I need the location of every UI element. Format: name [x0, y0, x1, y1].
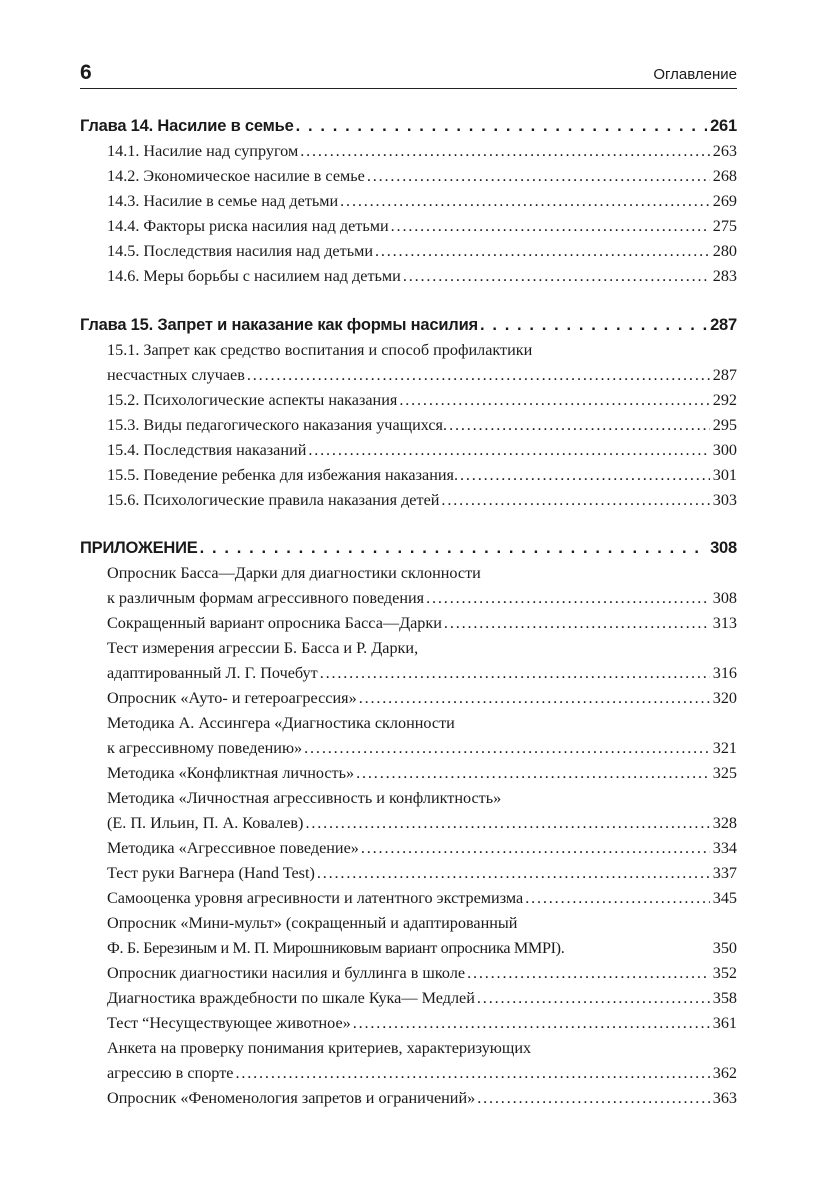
entry-title-line[interactable]: Тест измерения агрессии Б. Басса и Р. Дарки,	[107, 639, 419, 657]
entry-page: 301	[712, 466, 737, 484]
toc-entry[interactable]	[107, 1061, 737, 1086]
toc-entry[interactable]	[107, 388, 737, 413]
chapter-page: 261	[710, 117, 737, 135]
dot-leader	[444, 611, 710, 636]
entry-page: 313	[712, 614, 737, 632]
entry-page: 283	[712, 267, 737, 285]
entry-page: 292	[712, 391, 737, 409]
entry-page: 303	[712, 491, 737, 509]
dot-leader	[525, 886, 710, 911]
toc-entry[interactable]	[107, 164, 737, 189]
dot-leader	[247, 363, 710, 388]
entry-title-line[interactable]: Опросник Басса—Дарки для диагностики склонности	[107, 564, 481, 582]
entry-title: 15.3. Виды педагогического наказания учащихся.	[107, 416, 448, 434]
entry-title: к различным формам агрессивного поведения	[107, 589, 425, 607]
entry-title: Опросник «Ауто- и гетероагрессия»	[107, 689, 357, 707]
dot-leader	[317, 861, 710, 886]
dot-leader	[304, 736, 710, 761]
entry-title: 14.6. Меры борьбы с насилием над детьми	[107, 267, 401, 285]
page-number: 6	[80, 61, 92, 84]
entry-title-line[interactable]: Методика «Личностная агрессивность и конфликтность»	[107, 789, 502, 807]
entry-title: Тест руки Вагнера (Hand Test)	[107, 864, 315, 882]
entry-page: 287	[712, 366, 737, 384]
entry-title: 14.1. Насилие над супругом	[107, 142, 299, 160]
toc-entry[interactable]	[107, 836, 737, 861]
entry-page: 295	[712, 416, 737, 434]
entry-title: 14.4. Факторы риска насилия над детьми	[107, 217, 389, 235]
toc-entry[interactable]	[107, 611, 737, 636]
toc-entry[interactable]	[107, 1086, 737, 1111]
entry-title: адаптированный Л. Г. Почебут	[107, 664, 318, 682]
entry-page: 361	[712, 1014, 737, 1032]
dot-leader	[467, 961, 710, 986]
toc-entry[interactable]	[107, 438, 737, 463]
entry-page: 316	[712, 664, 737, 682]
toc-entry[interactable]	[107, 961, 737, 986]
toc-entry[interactable]	[107, 761, 737, 786]
toc-entry[interactable]	[107, 811, 737, 836]
entry-page: 300	[712, 441, 737, 459]
dot-leader	[235, 1061, 709, 1086]
toc-entry[interactable]	[107, 463, 737, 488]
dot-leader	[403, 264, 710, 289]
entry-title: Опросник «Феноменология запретов и ограничений»	[107, 1089, 476, 1107]
chapter-heading[interactable]	[80, 113, 737, 139]
entry-title: 15.5. Поведение ребенка для избежания наказания.	[107, 466, 459, 484]
entry-page: 334	[712, 839, 737, 857]
dot-leader	[441, 488, 709, 513]
page-header	[80, 60, 737, 89]
entry-page: 345	[712, 889, 737, 907]
entry-page: 320	[712, 689, 737, 707]
entry-page: 321	[712, 739, 737, 757]
toc-entry[interactable]	[107, 1011, 737, 1036]
entry-title: 15.2. Психологические аспекты наказания	[107, 391, 398, 409]
dot-leader	[480, 312, 707, 338]
dot-leader	[449, 413, 710, 438]
dot-leader	[340, 189, 710, 214]
dot-leader	[308, 438, 709, 463]
dot-leader	[367, 164, 710, 189]
toc-entry[interactable]	[107, 686, 737, 711]
entry-page: 350	[712, 939, 737, 957]
entry-page: 358	[712, 989, 737, 1007]
entry-title: 14.5. Последствия насилия над детьми	[107, 242, 373, 260]
entry-title: (Е. П. Ильин, П. А. Ковалев)	[107, 814, 304, 832]
dot-leader	[296, 113, 707, 139]
entry-page: 269	[712, 192, 737, 210]
toc-entry[interactable]	[107, 736, 737, 761]
entry-title-line[interactable]: Анкета на проверку понимания критериев, характеризующих	[107, 1039, 532, 1057]
toc-entry[interactable]	[107, 239, 737, 264]
toc-entry[interactable]	[107, 139, 737, 164]
entry-title-line[interactable]: 15.1. Запрет как средство воспитания и способ профилактики	[107, 341, 533, 359]
dot-leader	[426, 586, 710, 611]
dot-leader	[361, 836, 710, 861]
chapter-title: Глава 15. Запрет и наказание как формы насилия	[80, 316, 478, 334]
entry-title: Тест “Несуществующее животное»	[107, 1014, 351, 1032]
page	[80, 60, 737, 1107]
entry-title: Методика «Конфликтная личность»	[107, 764, 355, 782]
entry-page: 363	[712, 1089, 737, 1107]
entry-title: Самооценка уровня агресивности и латентного экстремизма	[107, 889, 524, 907]
chapter-title: Глава 14. Насилие в семье	[80, 117, 294, 135]
toc-entry[interactable]	[107, 488, 737, 513]
toc-entry[interactable]	[107, 413, 737, 438]
entry-page: 308	[712, 589, 737, 607]
toc-entry[interactable]	[107, 264, 737, 289]
dot-leader	[353, 1011, 710, 1036]
entry-page: 325	[712, 764, 737, 782]
entry-title-line[interactable]: Методика А. Ассингера «Диагностика склонности	[107, 714, 455, 732]
entry-title: Сокращенный вариант опросника Басса—Дарки	[107, 614, 442, 632]
dot-leader	[391, 214, 710, 239]
entry-title: 14.2. Экономическое насилие в семье	[107, 167, 365, 185]
entry-title: 15.4. Последствия наказаний	[107, 441, 307, 459]
toc-chapter-14	[80, 113, 737, 289]
dot-leader	[359, 686, 710, 711]
dot-leader	[477, 1086, 709, 1111]
dot-leader	[460, 463, 710, 488]
dot-leader	[356, 761, 710, 786]
entry-page: 268	[712, 167, 737, 185]
entry-page: 362	[712, 1064, 737, 1082]
chapter-title: ПРИЛОЖЕНИЕ	[80, 539, 198, 557]
dot-leader	[300, 139, 710, 164]
dot-leader	[200, 535, 707, 561]
toc-appendix	[80, 535, 737, 1111]
toc-entry[interactable]	[107, 861, 737, 886]
toc-entry[interactable]	[107, 886, 737, 911]
entry-title: Методика «Агрессивное поведение»	[107, 839, 359, 857]
entry-title: Опросник диагностики насилия и буллинга в школе	[107, 964, 466, 982]
entry-page: 280	[712, 242, 737, 260]
entry-title: 14.3. Насилие в семье над детьми	[107, 192, 339, 210]
dot-leader	[399, 388, 709, 413]
toc-entry[interactable]	[107, 189, 737, 214]
entry-title: Ф. Б. Березиным и М. П. Мирошниковым вариант опросника MMPI).	[107, 939, 565, 957]
dot-leader	[477, 986, 710, 1011]
dot-leader	[375, 239, 710, 264]
toc-entry[interactable]	[107, 214, 737, 239]
chapter-heading[interactable]	[80, 535, 737, 561]
toc-entry[interactable]	[107, 661, 737, 686]
entry-title-line[interactable]: Опросник «Мини-мульт» (сокращенный и адаптированный	[107, 914, 518, 932]
entry-page: 337	[712, 864, 737, 882]
entry-page: 275	[712, 217, 737, 235]
chapter-page: 287	[710, 316, 737, 334]
toc-entry[interactable]	[107, 363, 737, 388]
chapter-heading[interactable]	[80, 312, 737, 338]
entry-title: к агрессивному поведению»	[107, 739, 303, 757]
chapter-page: 308	[710, 539, 737, 557]
entry-page: 328	[712, 814, 737, 832]
entry-title: Диагностика враждебности по шкале Кука— Медлей	[107, 989, 475, 1007]
entry-title: 15.6. Психологические правила наказания детей	[107, 491, 440, 509]
dot-leader	[320, 661, 710, 686]
entry-page: 263	[712, 142, 737, 160]
dot-leader	[305, 811, 709, 836]
entry-page: 352	[712, 964, 737, 982]
toc-entry[interactable]	[107, 936, 737, 961]
entry-title: несчастных случаев	[107, 366, 245, 384]
running-head: Оглавление	[653, 66, 737, 83]
toc-entry[interactable]	[107, 586, 737, 611]
entry-title: агрессию в спорте	[107, 1064, 234, 1082]
toc-chapter-15	[80, 312, 737, 513]
toc-entry[interactable]	[107, 986, 737, 1011]
